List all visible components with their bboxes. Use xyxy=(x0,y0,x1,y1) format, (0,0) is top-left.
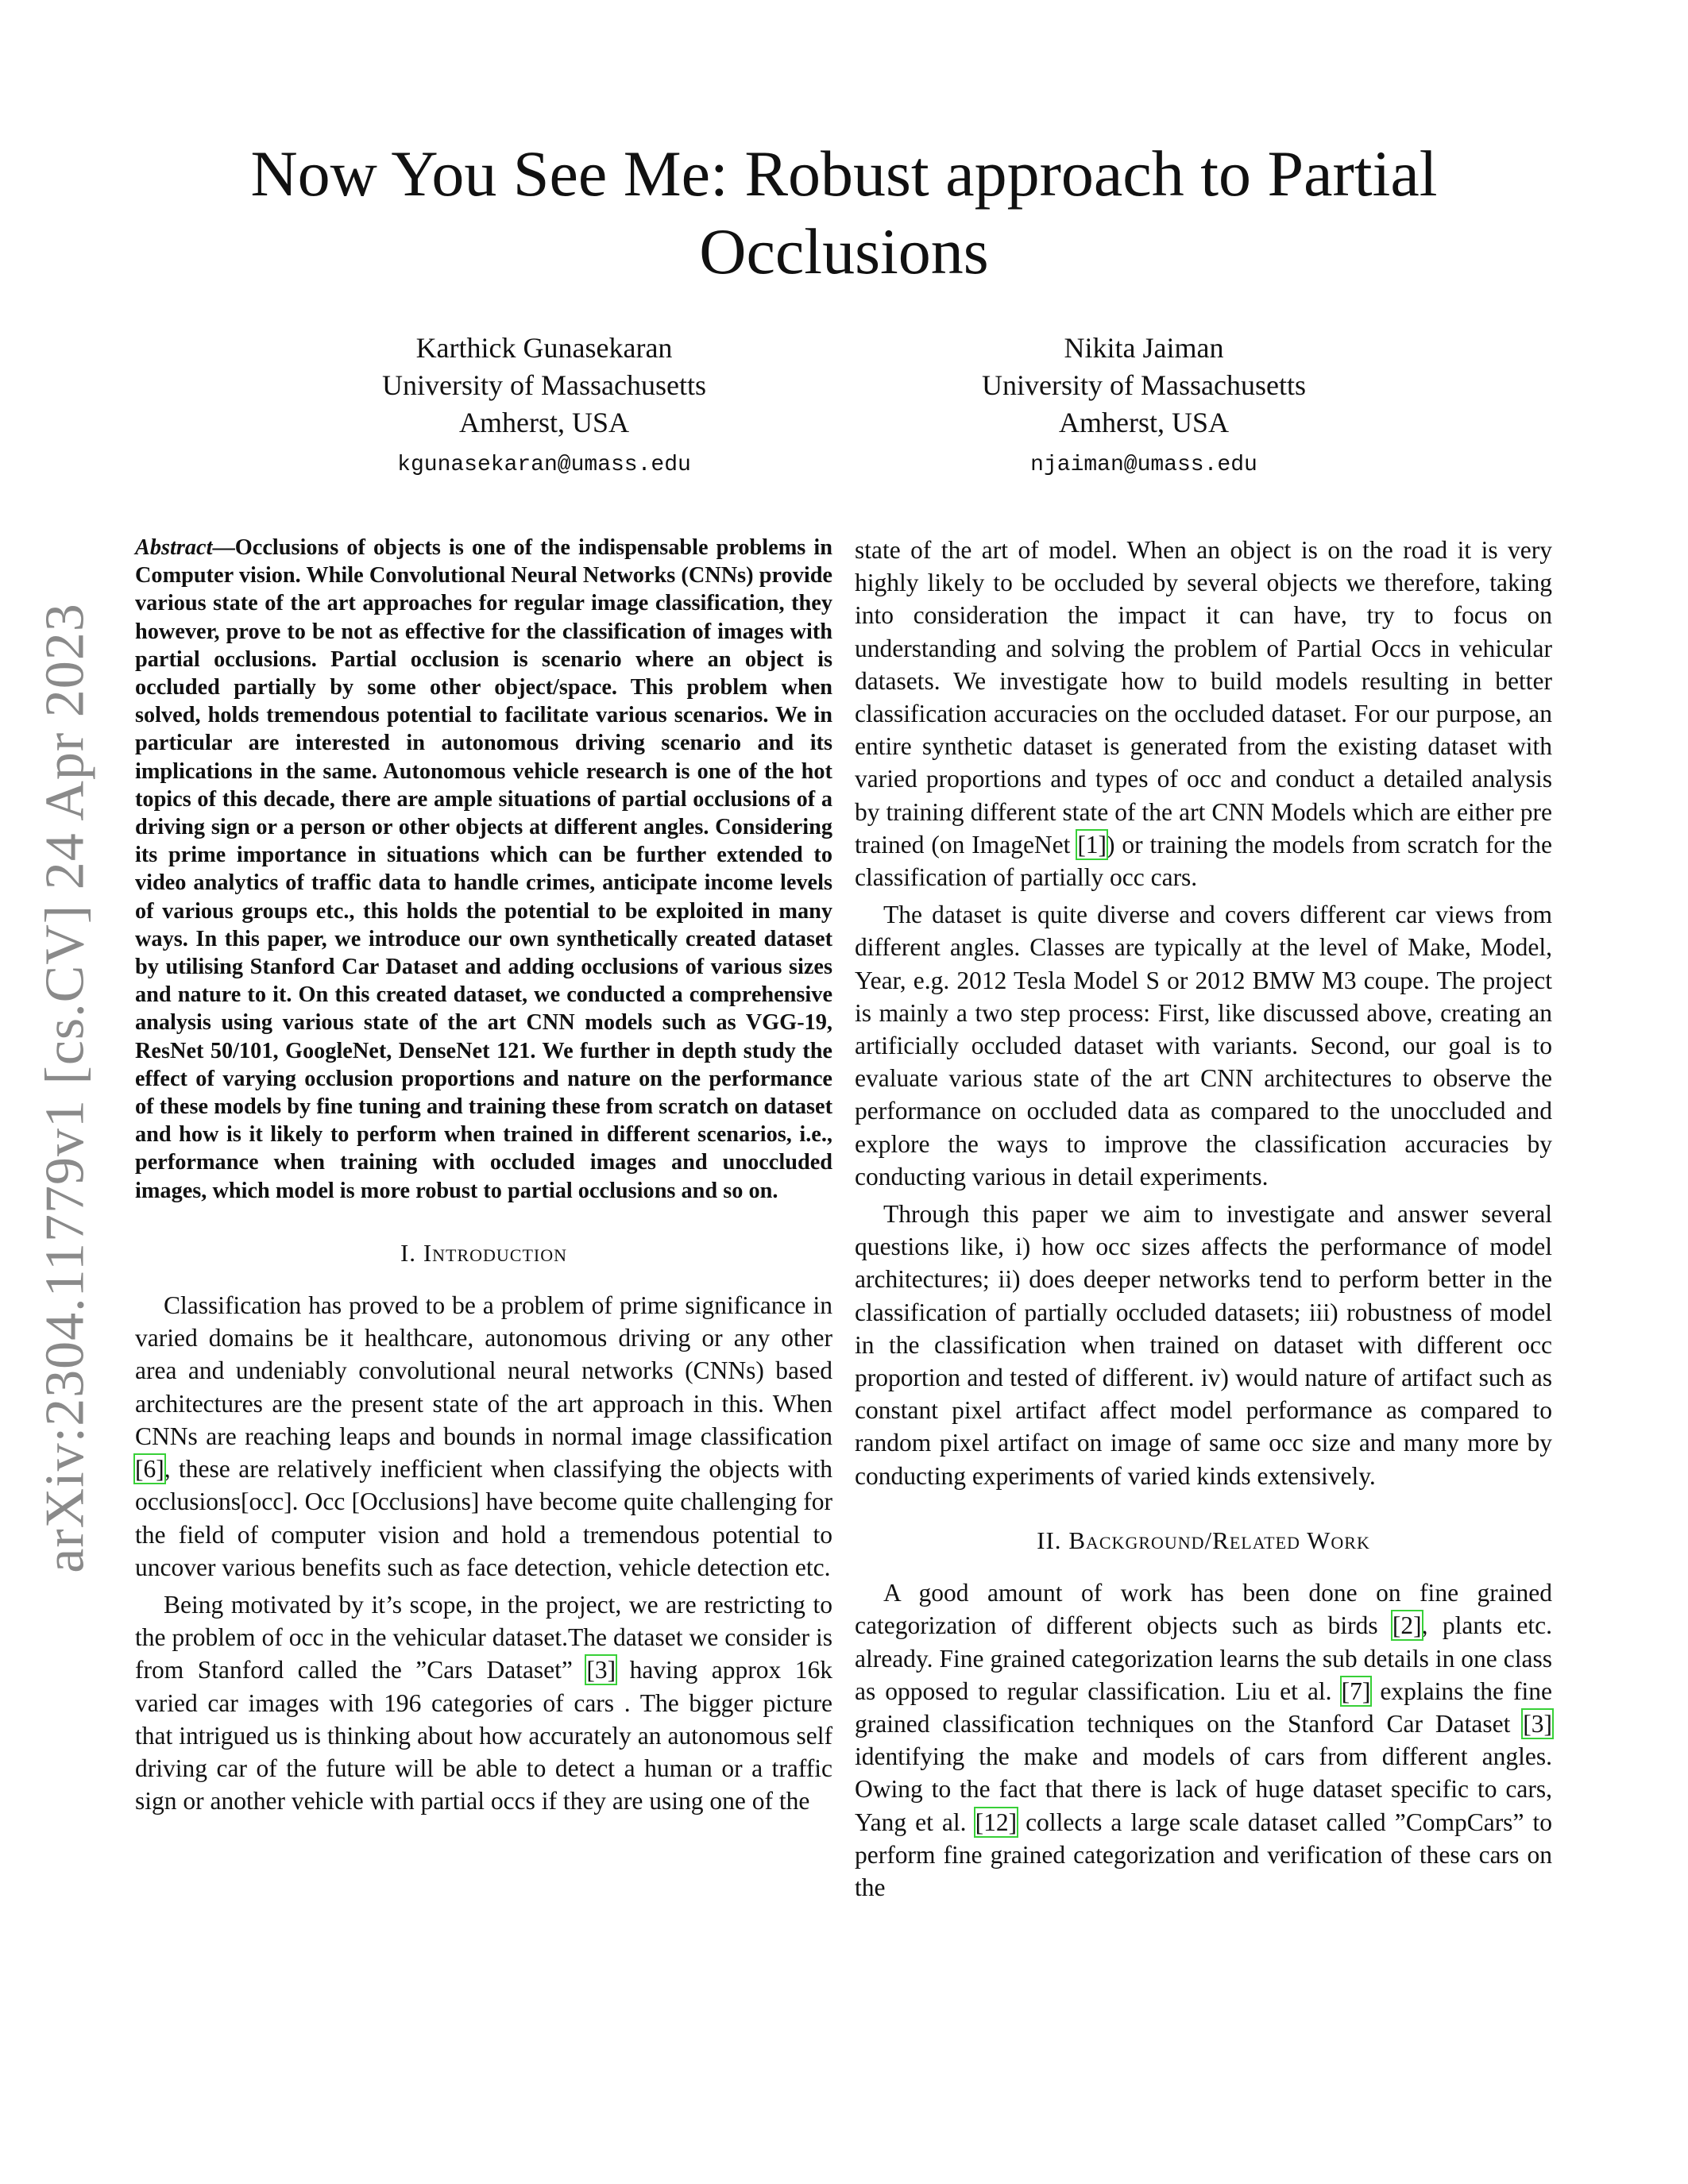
citation-link[interactable]: [6] xyxy=(135,1455,164,1484)
paragraph-text: ) or training the models from scratch for the classification of partially occ cars. xyxy=(855,830,1552,892)
arxiv-identifier-text: arXiv:2304.11779v1 [cs.CV] 24 Apr 2023 xyxy=(35,603,96,1573)
section-number: II. xyxy=(1037,1526,1062,1554)
paragraph-text: , plants etc. already. Fine grained categorization learns the sub details in one class as opposed to regular classification. Liu et al. xyxy=(855,1611,1552,1705)
citation-link[interactable]: [3] xyxy=(586,1656,616,1684)
citation-link[interactable]: [12] xyxy=(975,1808,1018,1836)
section-number: I. xyxy=(400,1238,417,1267)
paragraph-text: having approx 16k varied car images with 196 categories of cars . The bigger picture that intrigued us is thinking about how accurately an autonomous self driving car of the future will be able to detect a human or a traffic sign or another vehicle with partial occs if they are using one of the xyxy=(135,1656,832,1815)
paragraph-text: Being motivated by it’s scope, in the project, we are restricting to the problem of occ in the vehicular dataset.The dataset we consider is from Stanford called the ”Cars Dataset” xyxy=(135,1590,832,1684)
author-affiliation: University of Massachusetts xyxy=(982,369,1306,401)
left-column xyxy=(135,534,832,1822)
paragraph xyxy=(855,534,1552,893)
author-name: Nikita Jaiman xyxy=(1064,332,1224,364)
paragraph-text: Classification has proved to be a problem of prime significance in varied domains be it healthcare, autonomous driving or any other area and undeniably convolutional neural networks (CNNs) based architectures are the present state of the art approach in this. When CNNs are reaching leaps and bounds in normal image classification xyxy=(135,1291,832,1450)
paragraph-text: , these are relatively inefficient when classifying the objects with occlusions[occ]. Occ [Occlusions] have become quite challenging for the field of computer vision and hold a tremendous potential to uncover various benefits such as face detection, vehicle detection etc. xyxy=(135,1455,832,1581)
abstract-label: Abstract xyxy=(135,535,213,560)
author-location: Amherst, USA xyxy=(459,407,629,438)
author-email[interactable]: kgunasekaran@umass.edu xyxy=(397,453,691,477)
paper-title: Now You See Me: Robust approach to Partial Occlusions xyxy=(250,137,1438,287)
paragraph-text: A good amount of work has been done on fine grained categorization of different objects such as birds xyxy=(855,1579,1552,1640)
paragraph-text: explains the fine grained classification techniques on the Stanford Car Dataset xyxy=(855,1677,1552,1738)
section-heading-introduction xyxy=(135,1237,832,1269)
paragraph-text: state of the art of model. When an object is on the road it is very highly likely to be occluded by several objects we therefore, taking into consideration the impact it can have, try to focus on understanding and solving the problem of Partial Occs in vehicular datasets. We investigate how to build models resulting in better classification accuracies on the occluded dataset. For our purpose, an entire synthetic dataset is generated from the existing dataset with varied proportions and types of occ and conduct a detailed analysis by training different state of the art CNN Models which are either pre trained (on ImageNet xyxy=(855,536,1552,859)
citation-link[interactable]: [1] xyxy=(1077,830,1107,859)
author-affiliation: University of Massachusetts xyxy=(382,369,706,401)
section-heading-background xyxy=(855,1524,1552,1557)
citation-link[interactable]: [7] xyxy=(1341,1677,1371,1705)
citation-link[interactable]: [2] xyxy=(1392,1611,1422,1640)
right-column xyxy=(855,534,1552,1908)
paragraph: Through this paper we aim to investigate and answer several questions like, i) how occ sizes affects the performance of model architectures; ii) does deeper networks tend to perform better in the classification of partially occluded datasets; iii) robustness of model in the classification when trained on dataset with different occ proportion and tested of different. iv) would nature of artifact such as constant pixel artifact affect model performance as compared to random pixel artifact on image of same occ size and many more by conducting experiments of varied kinds extensively. xyxy=(855,1200,1552,1490)
abstract xyxy=(135,534,832,1205)
section-title: Introduction xyxy=(423,1238,568,1267)
citation-link[interactable]: [3] xyxy=(1523,1709,1552,1738)
author-block-2 xyxy=(890,330,1398,484)
author-block-1 xyxy=(290,330,798,484)
paragraph xyxy=(135,1289,832,1584)
paragraph: The dataset is quite diverse and covers different car views from different angles. Classes are typically at the level of Make, Model, Year, e.g. 2012 Tesla Model S or 2012 BMW M3 coupe. The project is mainly a two step process: First, like discussed above, creating an artificially occluded dataset with variants. Second, our goal is to evaluate various state of the art CNN architectures to observe the performance on occluded data as compared to the unoccluded and explore the ways to improve the classification accuracies by conducting various in detail experiments. xyxy=(855,901,1552,1190)
author-email[interactable]: njaiman@umass.edu xyxy=(1030,453,1257,477)
section-title: Background/Related Work xyxy=(1068,1526,1370,1554)
paragraph xyxy=(855,1576,1552,1904)
author-location: Amherst, USA xyxy=(1059,407,1229,438)
arxiv-identifier xyxy=(22,588,110,1588)
author-name: Karthick Gunasekaran xyxy=(415,332,673,364)
paragraph xyxy=(135,1588,832,1817)
abstract-text: —Occlusions of objects is one of the indispensable problems in Computer vision. While Convolutional Neural Networks (CNNs) provide various state of the art approaches for regular image classification, they however, prove to be not as effective for the classification of images with partial occlusions. Partial occlusion is scenario where an object is occluded partially by some other object/space. This problem when solved, holds tremendous potential to facilitate various scenarios. We in particular are interested in autonomous driving scenario and its implications in the same. Autonomous vehicle research is one of the hot topics of this decade, there are ample situations of partial occlusions of a driving sign or a person or other objects at different angles. Considering its prime importance in situations which can be further extended to video analytics of traffic data to handle crimes, anticipate income levels of various groups etc., this holds the potential to be exploited in many ways. In this paper, we introduce our own synthetically created dataset by utilising Stanford Car Dataset and adding occlusions of various sizes and nature to it. On this created dataset, we conducted a comprehensive analysis using various state of the art CNN models such as VGG-19, ResNet 50/101, GoogleNet, DenseNet 121. We further in depth study the effect of varying occlusion proportions and nature on the performance of these models by fine tuning and training these from scratch on dataset and how is it likely to perform when trained in different scenarios, i.e., performance when training with occluded images and unoccluded images, which model is more robust to partial occlusions and so on. xyxy=(135,535,832,1203)
paragraph-text: collects a large scale dataset called ”CompCars” to perform fine grained categorization and verification of these cars on the xyxy=(855,1808,1552,1901)
paragraph-text: identifying the make and models of cars from different angles. Owing to the fact that there is lack of huge dataset specific to cars, Yang et al. xyxy=(855,1742,1552,1836)
